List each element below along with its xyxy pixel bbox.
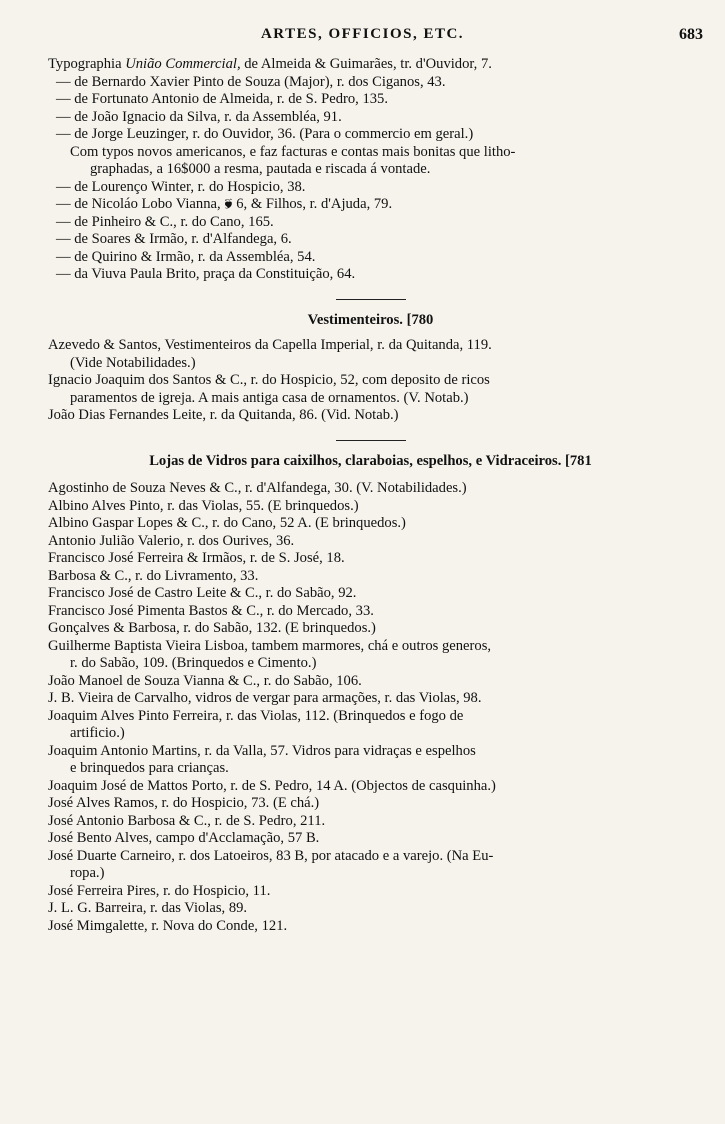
section-title: Lojas de Vidros para caixilhos, claraboias, espelhos, e Vidraceiros. (149, 452, 562, 469)
entry-text: de Almeida & Guimarães, tr. d'Ouvidor, 7. (244, 56, 492, 72)
directory-entry: José Duarte Carneiro, r. dos Latoeiros, 83 B, por atacado e a varejo. (Na Eu- (48, 847, 494, 864)
directory-entry: José Ferreira Pires, r. do Hospicio, 11. (48, 882, 271, 899)
directory-entry: João Manoel de Souza Vianna & C., r. do Sabão, 106. (48, 672, 362, 689)
section-divider (336, 299, 406, 300)
directory-entry: Joaquim Antonio Martins, r. da Valla, 57. Vidros para vidraças e espelhos (48, 742, 476, 759)
directory-entry: Francisco José de Castro Leite & C., r. do Sabão, 92. (48, 585, 357, 601)
running-title: ARTES, OFFICIOS, ETC. (260, 26, 465, 42)
directory-entry: Barbosa & C., r. do Livramento, 33. (48, 567, 259, 584)
typographia-entry: — de Jorge Leuzinger, r. do Ouvidor, 36. (Para o commercio em geral.) (56, 126, 474, 142)
leuzinger-note-cont: graphadas, a 16$000 a resma, pautada e riscada á vontade. (90, 161, 431, 177)
directory-entry: Antonio Julião Valerio, r. dos Ourives, 36. (48, 532, 295, 549)
section-heading-vestimenteiros (48, 312, 693, 330)
directory-entry: Albino Gaspar Lopes & C., r. do Cano, 52 A. (E brinquedos.) (48, 515, 406, 531)
directory-entry: Ignacio Joaquim dos Santos & C., r. do Hospicio, 52, com deposito de ricos (48, 372, 490, 388)
directory-entry: Albino Alves Pinto, r. das Violas, 55. (E brinquedos.) (48, 497, 359, 514)
directory-entry: Joaquim José de Mattos Porto, r. de S. Pedro, 14 A. (Objectos de casquinha.) (48, 777, 496, 794)
typographia-entry: — de Pinheiro & C., r. do Cano, 165. (56, 213, 274, 230)
running-head (0, 26, 725, 48)
section-title: Vestimenteiros. (307, 311, 403, 328)
page-number: 683 (679, 26, 703, 43)
page-body (48, 56, 693, 935)
section-number: [781 (565, 452, 592, 469)
directory-entry: João Dias Fernandes Leite, r. da Quitanda, 86. (Vid. Notab.) (48, 407, 399, 423)
directory-entry-cont: artificio.) (70, 725, 125, 741)
directory-entry: José Antonio Barbosa & C., r. de S. Pedro, 211. (48, 812, 326, 829)
leuzinger-note: Com typos novos americanos, e faz facturas e contas mais bonitas que litho- (70, 143, 516, 160)
section-divider (336, 440, 406, 441)
directory-entry-cont: paramentos de igreja. A mais antiga casa de ornamentos. (V. Notab.) (70, 389, 469, 406)
directory-entry: José Alves Ramos, r. do Hospicio, 73. (E chá.) (48, 795, 320, 811)
directory-entry: J. B. Vieira de Carvalho, vidros de vergar para armações, r. das Violas, 98. (48, 690, 482, 706)
entry-prefix: Typographia (48, 56, 122, 72)
directory-entry-cont: r. do Sabão, 109. (Brinquedos e Cimento.) (70, 655, 317, 671)
directory-entry-cont: (Vide Notabilidades.) (70, 354, 196, 371)
typographia-entry: — de Soares & Irmão, r. d'Alfandega, 6. (56, 231, 292, 247)
typographia-entry: — de Bernardo Xavier Pinto de Souza (Major), r. dos Ciganos, 43. (56, 73, 446, 90)
directory-entry: J. L. G. Barreira, r. das Violas, 89. (48, 900, 248, 916)
directory-entry-cont: e brinquedos para crianças. (70, 760, 229, 776)
typographia-entry: — de Nicoláo Lobo Vianna, 🙘 6, & Filhos, r. d'Ajuda, 79. (56, 196, 393, 212)
directory-entry: Gonçalves & Barbosa, r. do Sabão, 132. (E brinquedos.) (48, 620, 376, 636)
directory-entry: Guilherme Baptista Vieira Lisboa, tambem marmores, chá e outros generos, (48, 637, 492, 654)
directory-entry: José Mimgalette, r. Nova do Conde, 121. (48, 917, 288, 934)
directory-entry-cont: ropa.) (70, 865, 105, 881)
typographia-entry: — da Viuva Paula Brito, praça da Constituição, 64. (56, 266, 356, 282)
directory-entry: Azevedo & Santos, Vestimenteiros da Capella Imperial, r. da Quitanda, 119. (48, 337, 492, 353)
typographia-entry: — de Fortunato Antonio de Almeida, r. de S. Pedro, 135. (56, 91, 388, 107)
typographia-first-entry (48, 56, 693, 74)
directory-entry: Agostinho de Souza Neves & C., r. d'Alfandega, 30. (V. Notabilidades.) (48, 480, 467, 496)
directory-entry: Joaquim Alves Pinto Ferreira, r. das Violas, 112. (Brinquedos e fogo de (48, 707, 464, 724)
directory-entry: Francisco José Pimenta Bastos & C., r. do Mercado, 33. (48, 602, 374, 619)
directory-entry: Francisco José Ferreira & Irmãos, r. de S. José, 18. (48, 550, 345, 566)
typographia-entry: — de João Ignacio da Silva, r. da Assembléa, 91. (56, 108, 342, 125)
section-number: [780 (406, 311, 434, 328)
entry-firm-name: União Commercial, (125, 56, 241, 72)
typographia-entry: — de Quirino & Irmão, r. da Assembléa, 54. (56, 248, 316, 265)
section-heading-vidros (48, 453, 693, 471)
directory-entry: José Bento Alves, campo d'Acclamação, 57 B. (48, 830, 320, 846)
typographia-entry: — de Lourenço Winter, r. do Hospicio, 38. (56, 178, 306, 195)
